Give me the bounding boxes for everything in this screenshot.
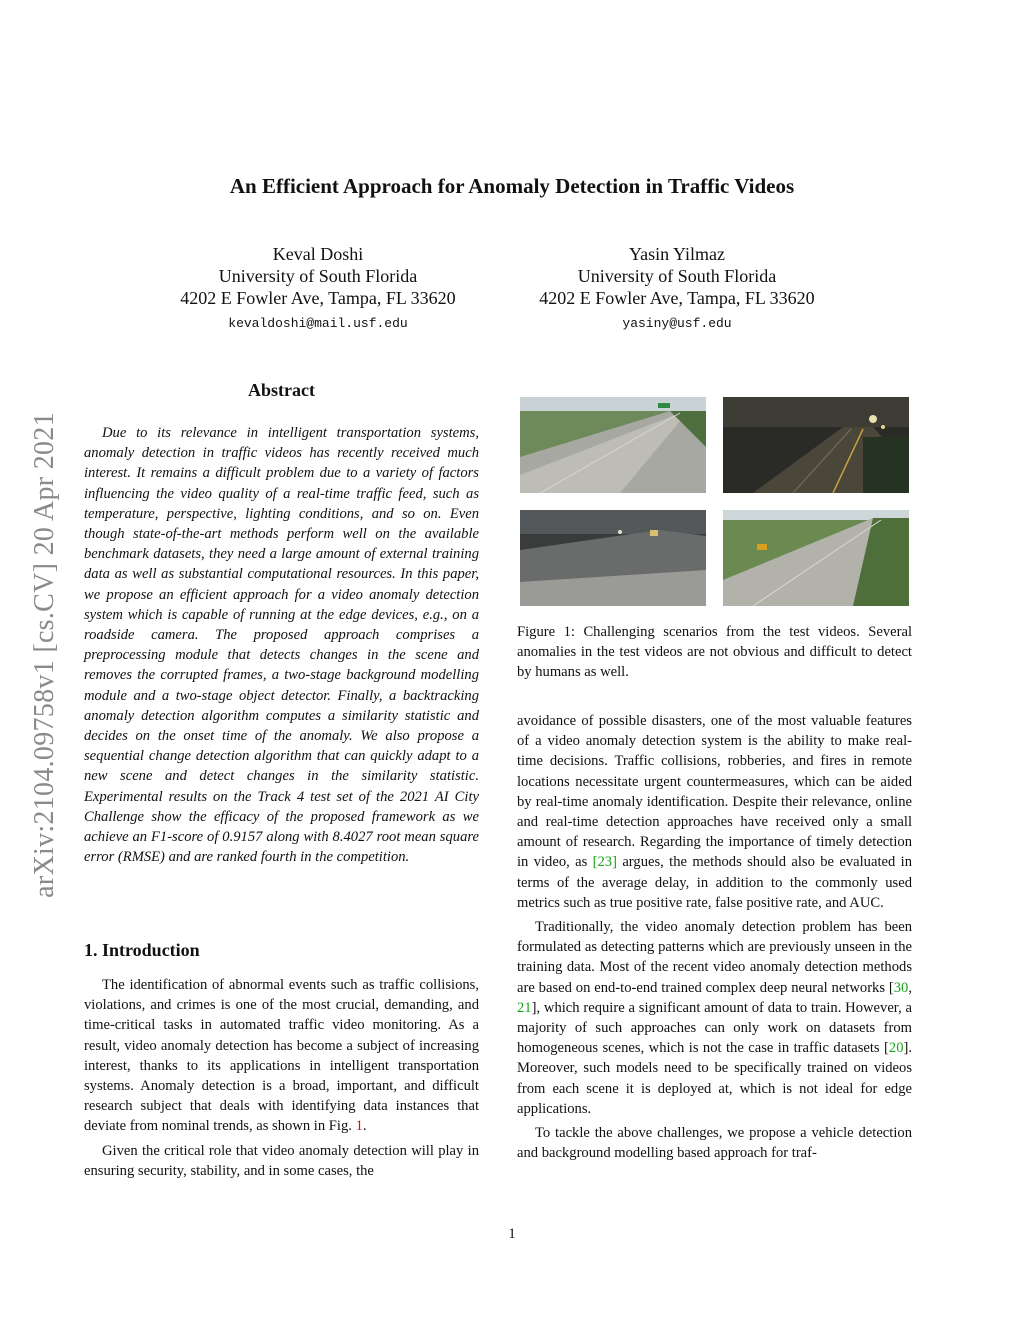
figure-1-link[interactable]: 1 [355,1118,363,1135]
page-number: 1 [508,1226,516,1242]
citation-20-link[interactable]: 20 [888,1040,904,1057]
right-p1-b: argues, the methods should also be evaluated in terms of the average delay, in addition to the commonly used metrics such as true positive rate, false positive rate, and AUC. [517,854,912,911]
citation-21-link[interactable]: 21 [517,999,532,1016]
intro-paragraph-2: Given the critical role that video anomaly detection will play in ensuring security, stability, and in some cases, the [84,1142,479,1179]
intro-paragraph-1 [84,975,479,1137]
intro-heading: 1. Introduction [84,940,200,960]
intro-p1-end: . [362,1118,367,1135]
author-name: Yasin Yilmaz [628,244,725,264]
right-paragraph-2 [517,917,912,1119]
introduction-section [84,940,479,1185]
right-paragraph-3: To tackle the above challenges, we propose a vehicle detection and background modelling based approach for traf- [517,1125,912,1162]
abstract-heading: Abstract [248,380,315,400]
author-block-2 [517,243,837,333]
citation-23-link[interactable]: [23] [592,854,617,871]
night-road-image [723,397,909,493]
author-block-1 [158,243,478,333]
author-affiliation: University of South Florida [218,266,418,286]
figure-1-caption: Figure 1: Challenging scenarios from the test videos. Several anomalies in the test videos are not obvious and difficult to detect by humans as well. [517,624,912,681]
right-column [517,711,912,1167]
right-p2-c: ]. Moreover, such models need to be specifically trained on videos from each scene it is deployed at, which is not ideal for edge applications. [517,1040,912,1117]
highway-day-image [520,397,706,493]
figure-photo-daytime-highway [520,397,706,493]
overpass-night-image [520,510,706,606]
right-p2-b: ], which require a significant amount of data to train. However, a majority of such approaches can only work on datasets from homogeneous scenes, which is not the case in traffic datasets [ [517,999,912,1057]
author-email: yasiny@usf.edu [622,316,732,331]
figure-photo-night-overpass [520,510,706,606]
author-affiliation: University of South Florida [577,266,777,286]
figure-photo-night-road [723,397,909,493]
citation-30-link[interactable]: 30 [893,979,909,996]
author-address: 4202 E Fowler Ave, Tampa, FL 33620 [180,288,456,308]
left-column [84,380,479,867]
paper-title: An Efficient Approach for Anomaly Detection in Traffic Videos [229,174,795,198]
right-p2-sep: , [908,979,912,996]
intro-p1-text: The identification of abnormal events such as traffic collisions, violations, and crimes is one of the most crucial, demanding, and time-critical tasks in automated traffic video monitoring. As a result, video anomaly detection has become a subject of increasing interest, thanks to its applications in intelligent transportation systems. Anomaly detection is a broad, important, and difficult research subject that deals with identifying data instances that deviate from nominal trends, as shown in Fig. [84,977,479,1135]
arxiv-id: arXiv:2104.09758v1 [cs.CV] 20 Apr 2021 [29,412,60,898]
figure-1-caption-block [517,622,912,683]
highway-vehicle-image [723,510,909,606]
figure-photo-highway-vehicle [723,510,909,606]
author-name: Keval Doshi [272,244,364,264]
abstract-text: Due to its relevance in intelligent transportation systems, anomaly detection in traffic videos has recently received much interest. It remains a difficult problem due to a variety of factors influencing the video quality of a real-time traffic feed, such as temperature, perspective, lighting conditions, and so on. Even though state-of-the-art methods perform well on the available benchmark datasets, they need a large amount of external training data as well as substantial computational resources. In this paper, we propose an efficient approach for a video anomaly detection system which is capable of running at the edge devices, e.g., on a roadside camera. The proposed approach comprises a preprocessing module that detects changes in the scene and removes the corrupted frames, a two-stage background modelling module and a two-stage object detector. Finally, a backtracking anomaly detection algorithm computes a similarity statistic and decides on the onset time of the anomaly. We also propose a sequential change detection algorithm that can quickly adapt to a new scene and detect changes in the similarity statistic. Experimental results on the Track 4 test set of the 2021 AI City Challenge show the efficacy of the proposed framework as we achieve an F1-score of 0.9157 along with 8.4027 root mean square error (RMSE) and are ranked fourth in the competition. [84,425,479,866]
right-p2-a: Traditionally, the video anomaly detection problem has been formulated as detecting patterns which are previously unseen in the training data. Most of the recent video anomaly detection methods are based on end-to-end trained complex deep neural networks [ [517,919,912,996]
right-paragraph-1 [517,711,912,913]
author-email: kevaldoshi@mail.usf.edu [228,316,408,331]
right-p1-a: avoidance of possible disasters, one of the most valuable features of a video anomaly detection system is the ability to make real-time decisions. Traffic collisions, robberies, and fires in remote locations necessitate urgent countermeasures, which can be aided by real-time anomaly identification. Despite their relevance, online and real-time detection approaches have received only a small amount of research. Regarding the importance of timely detection in video, as [517,713,912,871]
author-address: 4202 E Fowler Ave, Tampa, FL 33620 [539,288,815,308]
